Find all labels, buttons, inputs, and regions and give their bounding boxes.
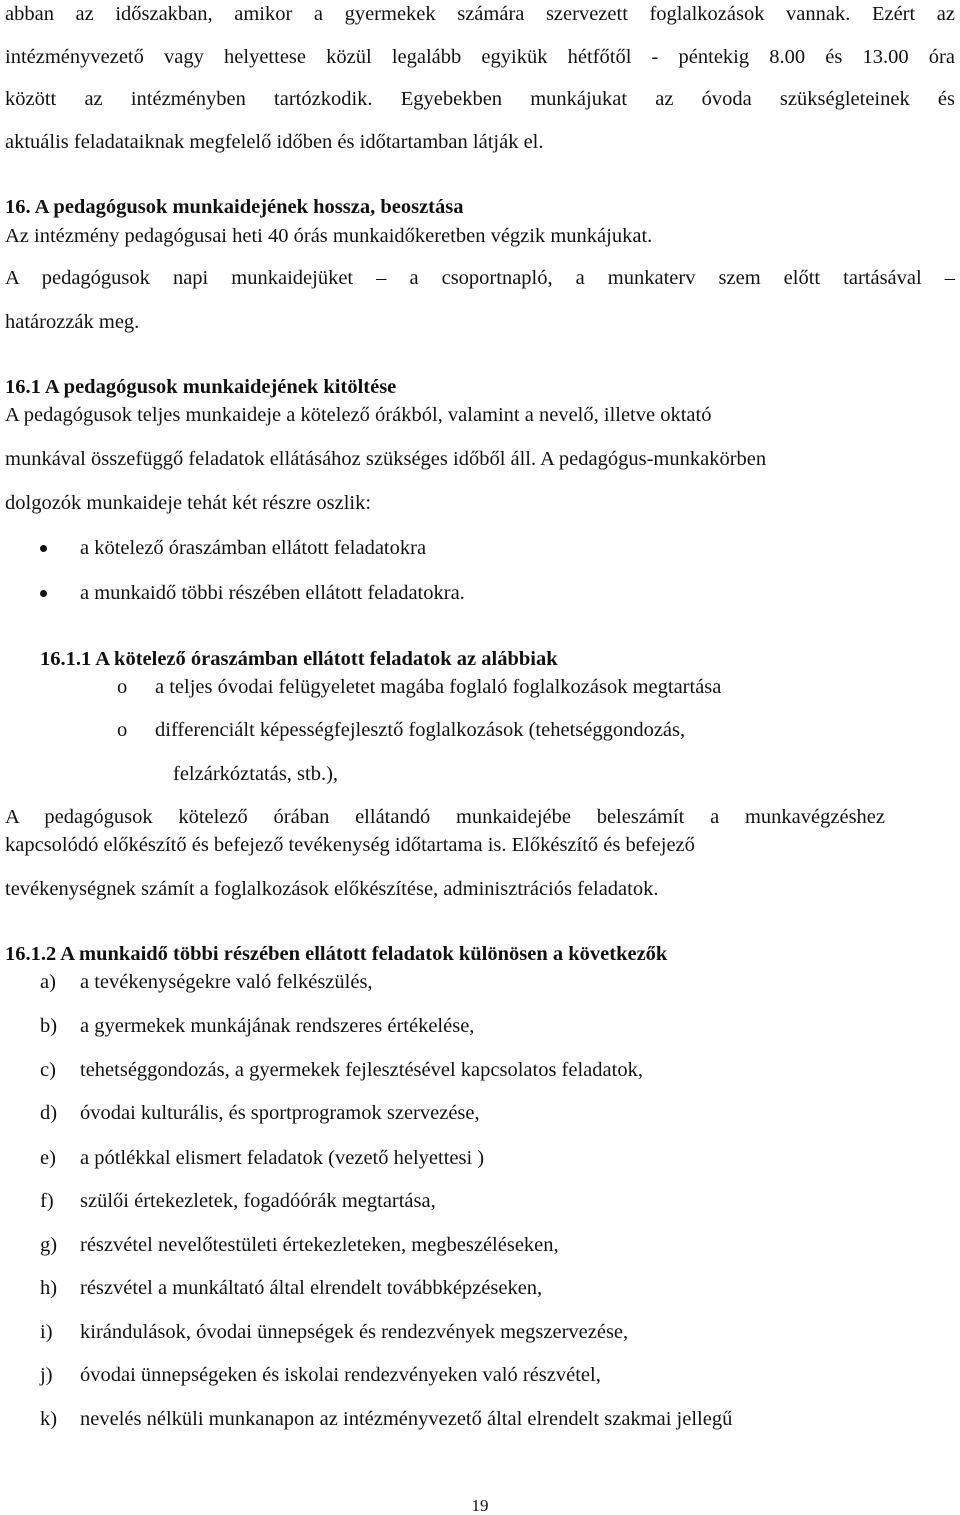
list-item: nevelés nélküli munkanapon az intézményvezető által elrendelt szakmai jellegű — [80, 1408, 733, 1430]
intro-line: abban az időszakban, amikor a gyermekek számára szervezett foglalkozások vannak. Ezért az — [5, 3, 955, 25]
paragraph-line: kapcsolódó előkészítő és befejező tevékenység időtartama is. Előkészítő és befejező — [5, 834, 695, 856]
list-item: szülői értekezletek, fogadóórák megtartása, — [80, 1190, 436, 1212]
list-label: j) — [40, 1364, 53, 1386]
paragraph-line: munkával összefüggő feladatok ellátásához szükséges időből áll. A pedagógus-munkakörben — [5, 448, 767, 470]
list-label: d) — [40, 1102, 58, 1124]
list-marker: o — [117, 676, 128, 698]
list-item: óvodai kulturális, és sportprogramok szervezése, — [80, 1102, 480, 1124]
list-item-continuation: felzárkóztatás, stb.), — [173, 763, 339, 785]
list-label: i) — [40, 1321, 53, 1343]
list-label: f) — [40, 1190, 54, 1212]
list-item: a pótlékkal elismert feladatok (vezető helyettesi ) — [80, 1147, 485, 1169]
list-item: részvétel nevelőtestületi értekezleteken, megbeszéléseken, — [80, 1234, 559, 1256]
intro-line: között az intézményben tartózkodik. Egyebekben munkájukat az óvoda szükségleteinek és — [5, 88, 955, 110]
list-item: a teljes óvodai felügyeletet magába foglaló foglalkozások megtartása — [155, 676, 722, 698]
list-item: tehetséggondozás, a gyermekek fejlesztésével kapcsolatos feladatok, — [80, 1059, 643, 1081]
paragraph-line: tevékenységnek számít a foglalkozások előkészítése, adminisztrációs feladatok. — [5, 878, 659, 900]
list-item: a tevékenységekre való felkészülés, — [80, 971, 373, 993]
list-label: h) — [40, 1277, 58, 1299]
list-item: differenciált képességfejlesztő foglalkozások (tehetséggondozás, — [155, 719, 686, 741]
list-item: részvétel a munkáltató által elrendelt továbbképzéseken, — [80, 1277, 543, 1299]
bullet-dot-icon — [40, 590, 47, 597]
list-label: e) — [40, 1147, 56, 1169]
list-item: a gyermekek munkájának rendszeres értékelése, — [80, 1015, 475, 1037]
list-item: óvodai ünnepségeken és iskolai rendezvényeken való részvétel, — [80, 1364, 601, 1386]
list-label: g) — [40, 1234, 58, 1256]
bullet-item: a munkaidő többi részében ellátott feladatokra. — [80, 582, 465, 604]
section-heading: 16. A pedagógusok munkaidejének hossza, beosztása — [5, 196, 464, 218]
section-heading: 16.1.2 A munkaidő többi részében ellátott feladatok különösen a következők — [5, 943, 668, 965]
list-label: a) — [40, 971, 56, 993]
list-label: k) — [40, 1408, 58, 1430]
intro-line: aktuális feladataiknak megfelelő időben és időtartamban látják el. — [5, 131, 544, 153]
bullet-dot-icon — [40, 545, 47, 552]
paragraph-line: A pedagógusok kötelező órában ellátandó munkaidejébe beleszámít a munkavégzéshez — [5, 806, 885, 828]
paragraph-line: határozzák meg. — [5, 311, 140, 333]
intro-line: intézményvezető vagy helyettese közül legalább egyikük hétfőtől - péntekig 8.00 és 13.00 óra — [5, 46, 955, 68]
bullet-item: a kötelező óraszámban ellátott feladatokra — [80, 537, 427, 559]
section-heading: 16.1 A pedagógusok munkaidejének kitöltése — [5, 376, 397, 398]
paragraph-line: A pedagógusok teljes munkaideje a kötelező órákból, valamint a nevelő, illetve oktató — [5, 404, 712, 426]
list-marker: o — [117, 719, 128, 741]
section-heading: 16.1.1 A kötelező óraszámban ellátott feladatok az alábbiak — [40, 648, 558, 670]
paragraph-line: dolgozók munkaideje tehát két részre oszlik: — [5, 492, 372, 514]
list-label: b) — [40, 1015, 58, 1037]
paragraph-line: Az intézmény pedagógusai heti 40 órás munkaidőkeretben végzik munkájukat. — [5, 225, 653, 247]
list-label: c) — [40, 1059, 56, 1081]
paragraph-line: A pedagógusok napi munkaidejüket – a csoportnapló, a munkaterv szem előtt tartásával – — [5, 267, 955, 289]
list-item: kirándulások, óvodai ünnepségek és rendezvények megszervezése, — [80, 1321, 629, 1343]
page-number: 19 — [471, 1496, 489, 1515]
